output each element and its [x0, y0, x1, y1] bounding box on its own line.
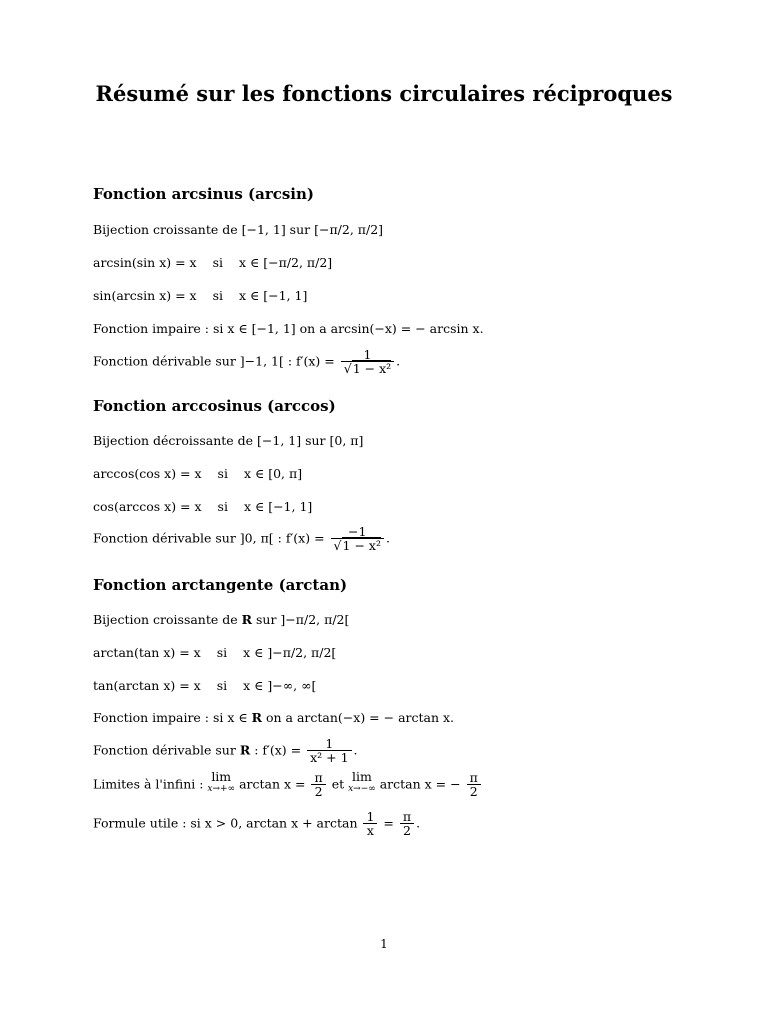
text: Bijection croissante de — [93, 612, 238, 627]
fraction — [400, 810, 414, 838]
formula: sin(arcsin x) = x — [93, 288, 197, 303]
text: Limites à l'infini : — [93, 776, 204, 792]
arccos-identity-2 — [93, 499, 312, 515]
fraction — [307, 737, 351, 765]
condition: x ∈ ]−π/2, π/2[ — [243, 645, 337, 660]
page-title: Résumé sur les fonctions circulaires réciproques — [95, 81, 673, 106]
period: . — [396, 353, 401, 369]
text: arctan x = − — [379, 776, 461, 792]
condition-word: si — [216, 645, 228, 660]
condition: x ∈ [−1, 1] — [243, 499, 313, 514]
condition: x ∈ ]−∞, ∞[ — [243, 678, 317, 693]
arcsin-identity-2 — [93, 288, 307, 304]
reals-symbol: R — [251, 710, 263, 725]
condition-word: si — [216, 678, 228, 693]
arccos-identity-1 — [93, 466, 302, 482]
fraction — [331, 525, 384, 553]
condition: x ∈ [−1, 1] — [239, 288, 308, 303]
condition: x ∈ [0, π] — [243, 466, 303, 481]
derivative-text: Fonction dérivable sur ]−1, 1[ : f′(x) = — [93, 353, 335, 369]
numerator: 1 — [363, 347, 372, 362]
lim-word: lim — [351, 769, 372, 784]
arccos-bijection: Bijection décroissante de [−1, 1] sur [0, π] — [93, 433, 364, 448]
lim-subscript: x→+∞ — [207, 784, 236, 794]
numerator: π — [469, 770, 478, 785]
formula: cos(arccos x) = x — [93, 499, 202, 514]
denominator: 2 — [400, 823, 414, 838]
limit — [348, 771, 376, 795]
derivative-text: Fonction dérivable sur ]0, π[ : f′(x) = — [93, 530, 325, 546]
period: . — [385, 530, 390, 546]
arctan-odd — [93, 710, 454, 726]
text: et — [331, 776, 345, 792]
text: Fonction impaire : si x ∈ — [93, 710, 248, 725]
arctan-identity-1 — [93, 645, 336, 661]
text: sur ]−π/2, π/2[ — [256, 612, 350, 627]
fraction — [363, 810, 377, 838]
section-heading-arctan: Fonction arctangente (arctan) — [93, 576, 348, 594]
period: . — [416, 815, 421, 831]
section-heading-arcsin: Fonction arcsinus (arcsin) — [93, 185, 315, 203]
formula: arctan(tan x) = x — [93, 645, 201, 660]
denominator: x — [363, 823, 377, 838]
formula: arccos(cos x) = x — [93, 466, 202, 481]
lim-word: lim — [211, 769, 232, 784]
text: = — [383, 815, 394, 831]
numerator: π — [402, 809, 412, 824]
arctan-useful-formula — [93, 810, 420, 838]
lim-subscript: x→−∞ — [348, 784, 376, 794]
denominator: √1 − x² — [341, 361, 394, 376]
arctan-derivative — [93, 737, 358, 765]
numerator: 1 — [325, 736, 334, 751]
arcsin-identity-1 — [93, 255, 332, 271]
formula: tan(arctan x) = x — [93, 678, 201, 693]
denominator: 2 — [467, 784, 481, 799]
fraction — [467, 771, 481, 799]
text: Fonction dérivable sur — [93, 742, 236, 758]
text: on a arctan(−x) = − arctan x. — [266, 710, 455, 725]
arcsin-bijection: Bijection croissante de [−1, 1] sur [−π/2, π/2] — [93, 222, 384, 237]
period: . — [353, 742, 358, 758]
page-number: 1 — [380, 937, 388, 951]
condition: x ∈ [−π/2, π/2] — [239, 255, 333, 270]
condition-word: si — [212, 255, 224, 270]
denominator: 2 — [311, 784, 325, 799]
condition-word: si — [217, 466, 228, 481]
arcsin-derivative — [93, 348, 400, 376]
fraction — [341, 348, 394, 376]
text: : f′(x) = — [254, 742, 302, 758]
denominator: √1 − x² — [331, 538, 384, 553]
arcsin-odd: Fonction impaire : si x ∈ [−1, 1] on a arcsin(−x) = − arcsin x. — [93, 321, 484, 336]
numerator: −1 — [348, 524, 367, 539]
condition-word: si — [212, 288, 224, 303]
arctan-limits — [93, 771, 483, 799]
arctan-bijection — [93, 612, 349, 628]
text: arctan x = — [239, 776, 306, 792]
limit — [207, 771, 235, 795]
text: Formule utile : si x > 0, arctan x + arctan — [93, 815, 358, 831]
radicand: 1 − x² — [342, 538, 381, 553]
formula: arcsin(sin x) = x — [93, 255, 197, 270]
reals-symbol: R — [241, 612, 253, 627]
reals-symbol: R — [239, 742, 251, 758]
denominator: x² + 1 — [307, 750, 351, 765]
condition-word: si — [217, 499, 228, 514]
radicand: 1 − x² — [352, 361, 392, 376]
numerator: 1 — [366, 809, 375, 824]
fraction — [311, 771, 325, 799]
arccos-derivative — [93, 525, 390, 553]
arctan-identity-2 — [93, 678, 316, 694]
numerator: π — [314, 770, 323, 785]
section-heading-arccos: Fonction arccosinus (arccos) — [93, 397, 336, 415]
